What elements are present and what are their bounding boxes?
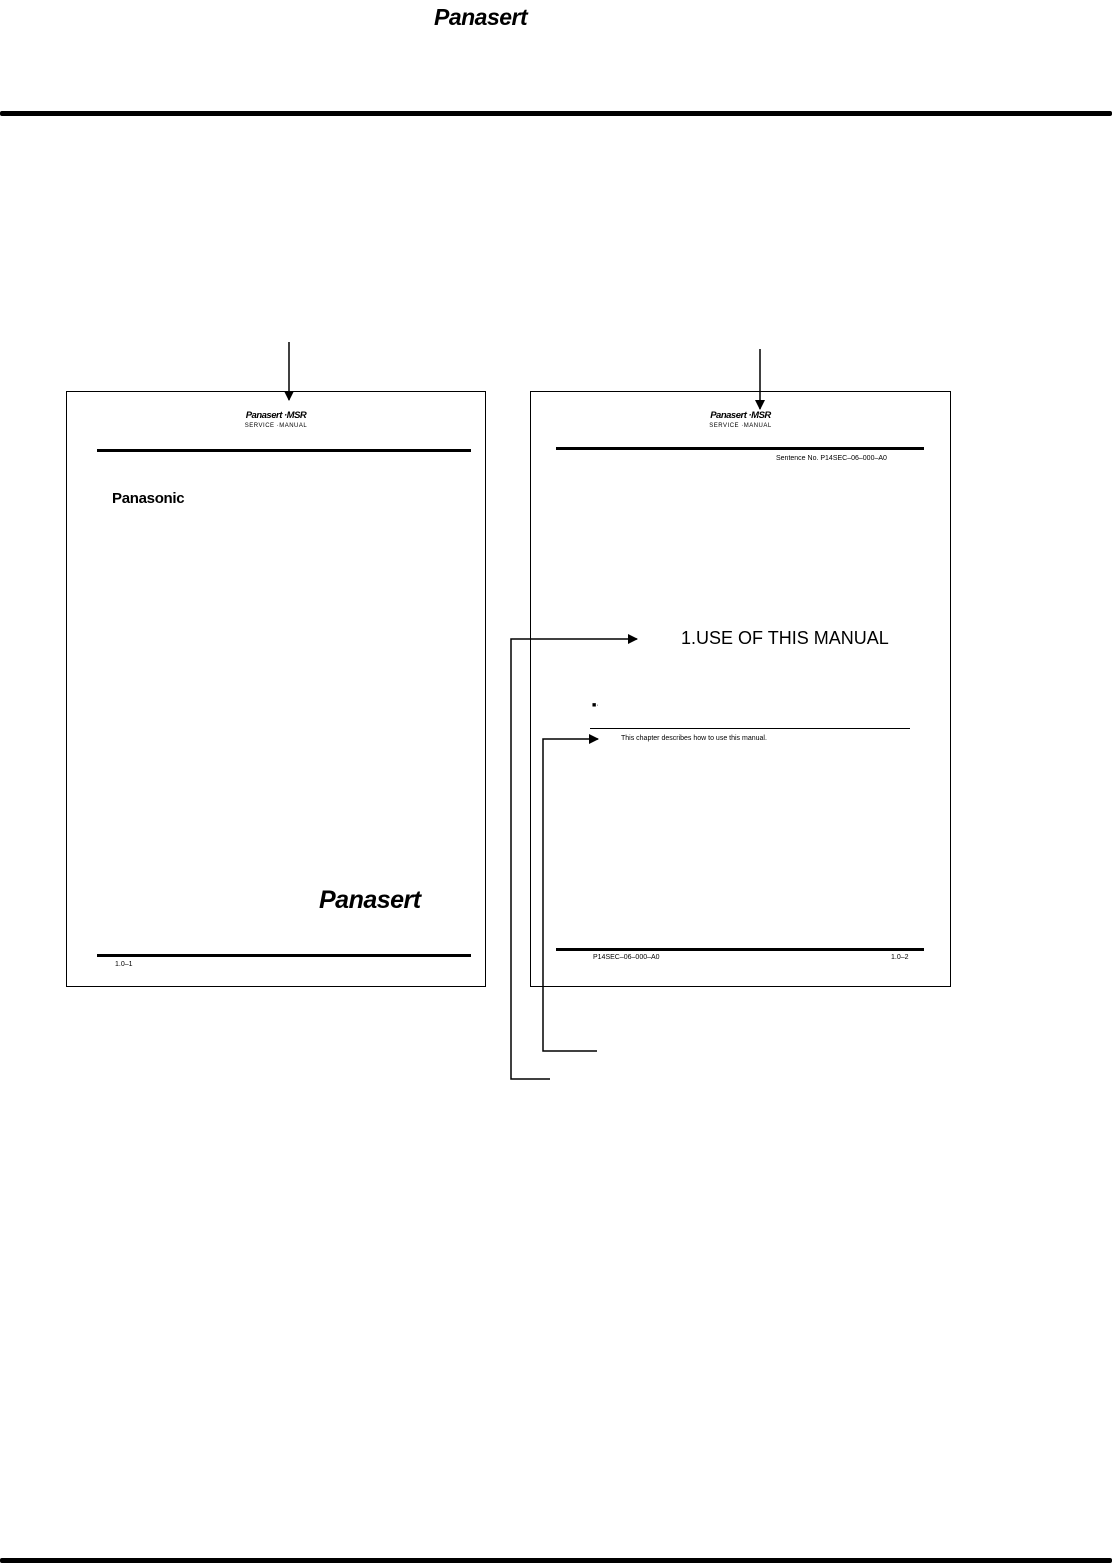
cover-brand: Panasert ·MSR	[245, 410, 307, 421]
cover-subtitle: SERVICE ·MANUAL	[244, 423, 308, 429]
header-panasert-logo: Panasert	[434, 4, 528, 30]
chapter-subtitle: SERVICE ·MANUAL	[709, 423, 772, 429]
arrow-chapter-title	[511, 639, 637, 1079]
cover-panasert-logo: Panasert	[319, 886, 421, 914]
arrow-chapter-description	[543, 739, 598, 1051]
section-bullet: ■·	[592, 702, 599, 709]
cover-company-name: Panasonic	[112, 490, 185, 507]
chapter-brand: Panasert ·MSR	[710, 410, 771, 421]
chapter-footer-doc: P14SEC–06–000–A0	[593, 954, 660, 961]
footer-rule	[0, 1558, 1112, 1563]
sentence-number: Sentence No. P14SEC–06–000–A0	[776, 455, 887, 462]
chapter-description: This chapter describes how to use this manual.	[621, 735, 767, 742]
chapter-page-number: 1.0–2	[891, 954, 909, 961]
chapter-title: 1.USE OF THIS MANUAL	[681, 628, 889, 648]
cover-page-number: 1.0–1	[115, 961, 133, 968]
